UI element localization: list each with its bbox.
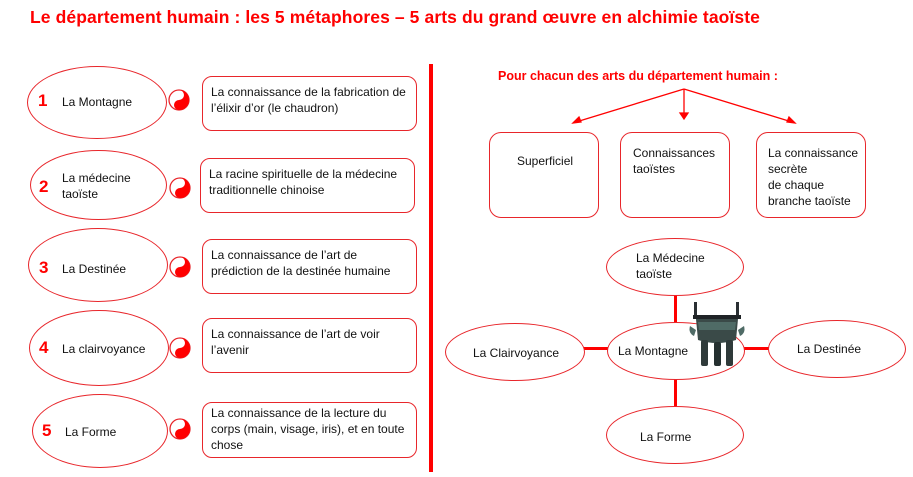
level-line: secrète bbox=[768, 162, 808, 176]
arrowhead-center bbox=[680, 113, 688, 119]
arrows bbox=[560, 86, 810, 126]
connector-left bbox=[584, 347, 609, 350]
map-node-bottom-text: La Forme bbox=[640, 430, 692, 444]
level-box-secret-knowledge bbox=[756, 132, 866, 218]
level-line: Connaissances bbox=[633, 146, 716, 160]
metaphor-name-3: La Destinée bbox=[62, 262, 127, 276]
level-line: branche taoïste bbox=[768, 194, 851, 208]
connector-top bbox=[674, 295, 677, 325]
level-line: La connaissance bbox=[768, 146, 859, 160]
arrowhead-left bbox=[573, 117, 581, 123]
metaphor-description-1: La connaissance de la fabrication de l’élixir d’or (le chaudron) bbox=[202, 76, 417, 131]
level-line: de chaque bbox=[768, 178, 825, 192]
metaphor-name-2 bbox=[62, 170, 131, 202]
metaphor-number-4: 4 bbox=[39, 338, 49, 357]
metaphor-name-4: La clairvoyance bbox=[62, 342, 146, 356]
arrow-left bbox=[576, 89, 684, 122]
arrow-right bbox=[684, 89, 792, 122]
metaphor-description-3: La connaissance de l’art de prédiction de la destinée humaine bbox=[202, 239, 417, 294]
level-box-superficial-text: Superficiel bbox=[517, 154, 574, 168]
metaphor-description-4: La connaissance de l’art de voir l’avenir bbox=[202, 318, 417, 373]
level-line: taoïstes bbox=[633, 162, 676, 176]
map-node-center-text: La Montagne bbox=[618, 344, 689, 358]
yin-yang-icon bbox=[169, 418, 191, 440]
map-node-top-text bbox=[636, 250, 705, 282]
yin-yang-icon bbox=[169, 337, 191, 359]
yin-yang-icon bbox=[169, 256, 191, 278]
connector-right bbox=[744, 347, 770, 350]
metaphor-name-5: La Forme bbox=[65, 425, 117, 439]
metaphor-name-2-line2: taoïste bbox=[62, 187, 99, 201]
metaphor-name-1: La Montagne bbox=[62, 95, 133, 109]
metaphor-description-5: La connaissance de la lecture du corps (main, visage, iris), et en toute chose bbox=[202, 402, 417, 458]
map-node-left-text: La Clairvoyance bbox=[473, 346, 560, 360]
metaphor-number-1: 1 bbox=[38, 91, 48, 110]
right-subtitle: Pour chacun des arts du département humain : bbox=[498, 69, 778, 83]
metaphor-number-3: 3 bbox=[39, 258, 49, 277]
yin-yang-icon bbox=[169, 177, 191, 199]
map-node-right-text: La Destinée bbox=[797, 342, 862, 356]
arrowhead-right bbox=[787, 117, 795, 123]
metaphor-description-2: La racine spirituelle de la médecine traditionnelle chinoise bbox=[200, 158, 415, 213]
level-box-taoist-knowledge bbox=[620, 132, 730, 218]
metaphor-number-2: 2 bbox=[39, 177, 49, 196]
yin-yang-icon bbox=[168, 89, 190, 111]
page-title: Le département humain : les 5 métaphores – 5 arts du grand œuvre en alchimie taoïste bbox=[30, 7, 760, 27]
level-box-taoist-knowledge-text bbox=[633, 145, 715, 177]
metaphor-name-2-line1: La médecine bbox=[62, 171, 131, 185]
metaphor-number-5: 5 bbox=[42, 421, 52, 440]
level-box-superficial bbox=[489, 132, 599, 218]
map-node-top-line2: taoïste bbox=[636, 267, 673, 281]
connector-bottom bbox=[674, 378, 677, 406]
level-box-secret-knowledge-text bbox=[768, 145, 858, 209]
vertical-divider bbox=[429, 64, 433, 472]
map-node-top-line1: La Médecine bbox=[636, 251, 705, 265]
cauldron-icon bbox=[688, 300, 746, 370]
